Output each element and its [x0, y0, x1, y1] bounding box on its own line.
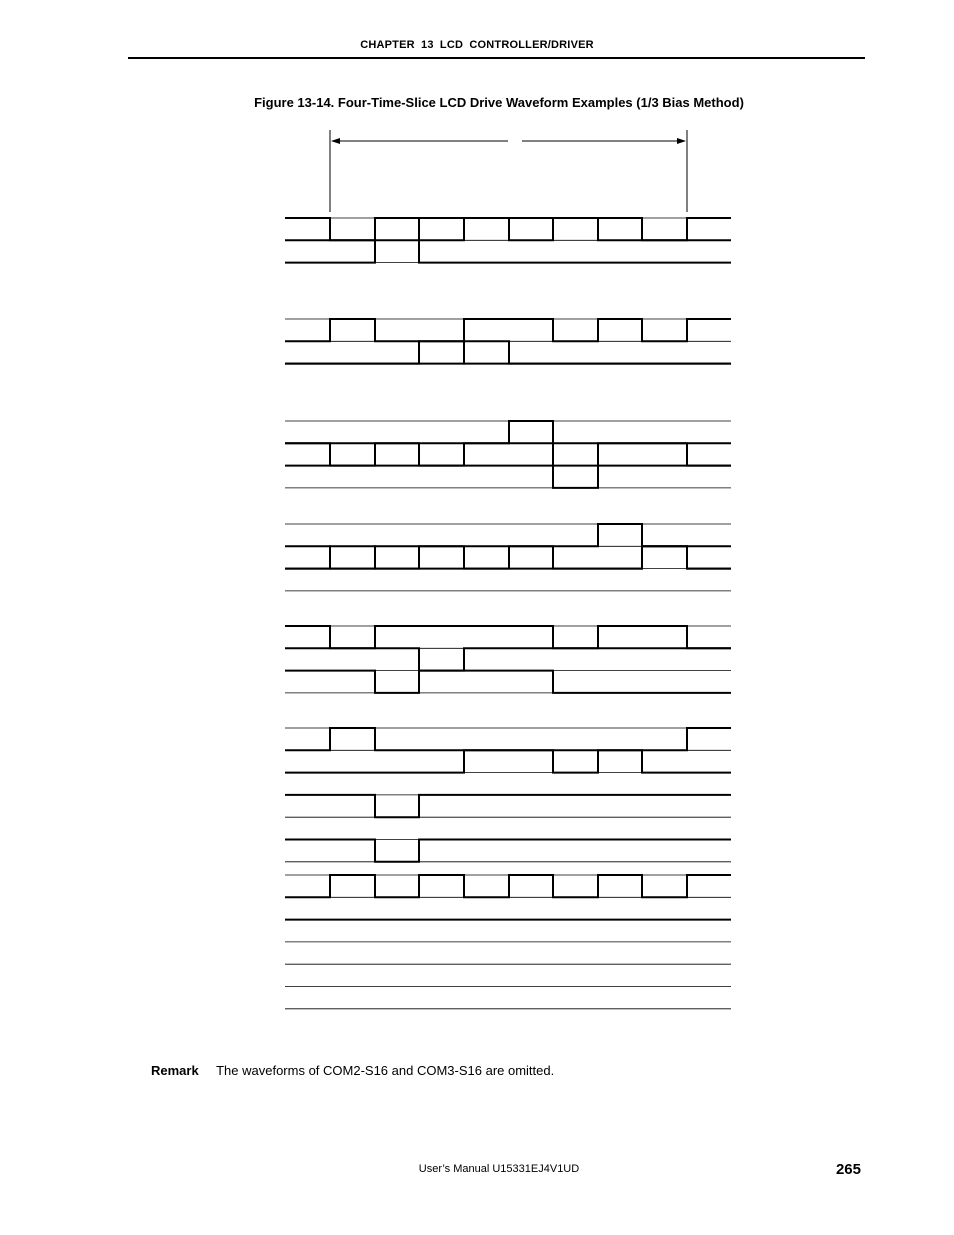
waveform-signal	[285, 443, 731, 465]
waveform-signal	[285, 671, 731, 693]
page-number: 265	[835, 1161, 861, 1178]
waveform-signal	[285, 466, 731, 488]
remark	[151, 1063, 554, 1078]
waveform-signal	[285, 341, 731, 363]
figure-title: Figure 13-14. Four-Time-Slice LCD Drive Waveform Examples (1/3 Bias Method)	[254, 95, 744, 110]
frame-arrowhead-left	[331, 138, 340, 144]
chapter-header: CHAPTER 13 LCD CONTROLLER/DRIVER	[360, 39, 594, 51]
waveform-signal	[285, 648, 731, 670]
waveform-signal	[285, 218, 731, 240]
waveform-signal	[285, 795, 731, 817]
footer-manual-id: User’s Manual U15331EJ4V1UD	[418, 1163, 580, 1175]
waveform-signal	[285, 319, 731, 341]
waveform-signal	[285, 421, 731, 443]
waveform-signal	[285, 626, 731, 648]
frame-arrowhead-right	[677, 138, 686, 144]
remark-label: Remark	[151, 1063, 199, 1078]
waveform-signal	[285, 750, 731, 772]
waveform-signal	[285, 840, 731, 862]
waveform-signal	[285, 875, 731, 897]
waveform-signal	[285, 728, 731, 750]
waveform-signal	[285, 240, 731, 262]
remark-text: The waveforms of COM2-S16 and COM3-S16 are omitted.	[216, 1063, 555, 1078]
waveform-signal	[285, 546, 731, 568]
